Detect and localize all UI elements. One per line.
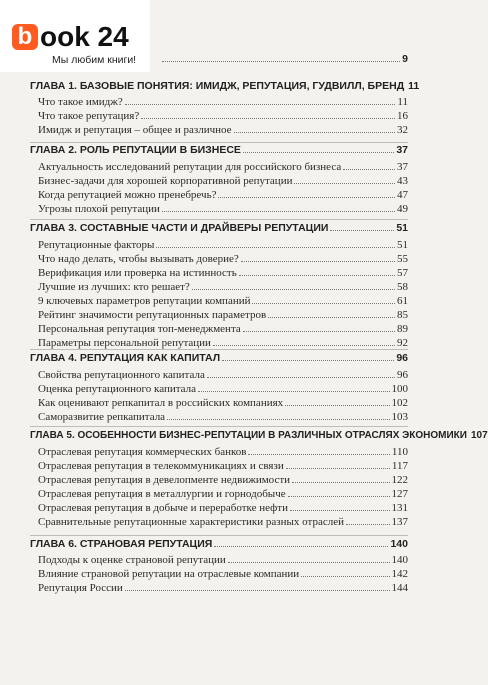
chapter-page: 96 — [396, 352, 408, 364]
item-page: 61 — [397, 295, 408, 307]
leader-dots — [330, 229, 394, 231]
item-page: 100 — [391, 383, 408, 395]
chapter-divider — [30, 426, 408, 427]
leader-dots — [156, 246, 395, 248]
leader-dots — [241, 260, 395, 262]
leader-dots — [125, 103, 396, 105]
toc-intro-row — [160, 52, 408, 65]
item-title: Что такое репутация? — [38, 110, 140, 122]
toc-intro-page: 9 — [402, 53, 408, 65]
toc-item-row — [38, 308, 408, 321]
leader-dots — [141, 117, 395, 119]
leader-dots — [252, 302, 395, 304]
item-page: 89 — [397, 323, 408, 335]
leader-dots — [162, 210, 395, 212]
item-title: Имидж и репутация – общее и различное — [38, 124, 232, 136]
leader-dots — [228, 561, 390, 563]
leader-dots — [343, 168, 395, 170]
leader-dots — [286, 467, 390, 469]
item-title: Отраслевая репутация в металлургии и горнодобыче — [38, 488, 286, 500]
toc-item-row — [38, 473, 408, 486]
item-title: Саморазвитие репкапитала — [38, 411, 166, 423]
chapter-title: ГЛАВА 3. СОСТАВНЫЕ ЧАСТИ И ДРАЙВЕРЫ РЕПУТАЦИИ — [30, 222, 329, 234]
item-page: 37 — [397, 161, 408, 173]
leader-dots — [288, 495, 390, 497]
logo-tagline: Мы любим книги! — [52, 54, 137, 66]
item-page: 131 — [391, 502, 408, 514]
leader-dots — [243, 330, 395, 332]
toc-item-row — [38, 266, 408, 279]
book24-logo — [0, 0, 150, 72]
item-title: Что надо делать, чтобы вызывать доверие? — [38, 253, 239, 265]
toc-item-row — [38, 238, 408, 251]
item-page: 122 — [391, 474, 408, 486]
item-page: 16 — [397, 110, 408, 122]
leader-dots — [292, 481, 389, 483]
chapter-page: 51 — [396, 222, 408, 234]
leader-dots — [218, 196, 395, 198]
item-title: Бизнес-задачи для хорошей корпоративной репутации — [38, 175, 293, 187]
chapter-divider — [30, 349, 408, 350]
item-title: Репутация России — [38, 582, 123, 594]
leader-dots — [198, 390, 389, 392]
chapter-title: ГЛАВА 1. БАЗОВЫЕ ПОНЯТИЯ: ИМИДЖ, РЕПУТАЦИЯ, ГУДВИЛЛ, БРЕНД — [30, 80, 405, 92]
item-page: 11 — [397, 96, 408, 108]
toc-item-row — [38, 336, 408, 349]
toc-item-row — [38, 160, 408, 173]
toc-item-row — [38, 459, 408, 472]
toc-item-row — [38, 280, 408, 293]
item-page: 103 — [391, 411, 408, 423]
item-title: Отраслевая репутация в добыче и переработке нефти — [38, 502, 288, 514]
chapter-page: 37 — [396, 144, 408, 156]
chapter-title: ГЛАВА 6. СТРАНОВАЯ РЕПУТАЦИЯ — [30, 538, 213, 550]
toc-item-row — [38, 294, 408, 307]
item-title: Сравнительные репутационные характеристики разных отраслей — [38, 516, 344, 528]
toc-chapter-row — [30, 351, 408, 364]
item-title: Лучшие из лучших: кто решает? — [38, 281, 190, 293]
toc-item-row — [38, 123, 408, 136]
toc-item-row — [38, 322, 408, 335]
leader-dots — [192, 288, 395, 290]
item-title: Отраслевая репутация в телекоммуникациях и связи — [38, 460, 284, 472]
chapter-divider — [30, 535, 408, 536]
item-title: Оценка репутационного капитала — [38, 383, 197, 395]
item-page: 47 — [397, 189, 408, 201]
leader-dots — [290, 509, 390, 511]
toc-item-row — [38, 368, 408, 381]
toc-item-row — [38, 410, 408, 423]
leader-dots — [243, 151, 394, 153]
leader-dots — [301, 575, 389, 577]
item-title: Верификация или проверка на истинность — [38, 267, 237, 279]
toc-chapter-row — [30, 537, 408, 550]
leader-dots — [294, 182, 395, 184]
item-title: Угрозы плохой репутации — [38, 203, 160, 215]
toc-item-row — [38, 396, 408, 409]
leader-dots — [207, 376, 395, 378]
leader-dots — [214, 545, 388, 547]
toc-item-row — [38, 515, 408, 528]
leader-dots — [162, 60, 400, 62]
item-title: Отраслевая репутация в девелопменте недвижимости — [38, 474, 291, 486]
leader-dots — [125, 589, 390, 591]
toc-chapter-row — [30, 221, 408, 234]
item-page: 43 — [397, 175, 408, 187]
leader-dots — [213, 344, 395, 346]
toc-item-row — [38, 252, 408, 265]
item-title: Репутационные факторы — [38, 239, 155, 251]
item-title: Актуальность исследований репутации для российского бизнеса — [38, 161, 342, 173]
item-page: 110 — [391, 446, 408, 458]
chapter-title: ГЛАВА 2. РОЛЬ РЕПУТАЦИИ В БИЗНЕСЕ — [30, 144, 241, 156]
item-title: Рейтинг значимости репутационных параметров — [38, 309, 267, 321]
chapter-title: ГЛАВА 4. РЕПУТАЦИЯ КАК КАПИТАЛ — [30, 352, 221, 364]
item-page: 92 — [397, 337, 408, 349]
toc-item-row — [38, 445, 408, 458]
leader-dots — [167, 418, 389, 420]
toc-item-row — [38, 202, 408, 215]
chapter-page: 107 — [470, 430, 488, 441]
toc-item-row — [38, 174, 408, 187]
leader-dots — [234, 131, 395, 133]
item-title: Персональная репутация топ-менеджмента — [38, 323, 241, 335]
item-page: 55 — [397, 253, 408, 265]
toc-item-row — [38, 188, 408, 201]
item-page: 57 — [397, 267, 408, 279]
item-page: 85 — [397, 309, 408, 321]
item-title: Параметры персональной репутации — [38, 337, 211, 349]
chapter-page: 11 — [408, 80, 420, 92]
item-title: Отраслевая репутация коммерческих банков — [38, 446, 247, 458]
leader-dots — [285, 404, 389, 406]
leader-dots — [248, 453, 389, 455]
item-title: Что такое имидж? — [38, 96, 123, 108]
item-title: Подходы к оценке страновой репутации — [38, 554, 226, 566]
item-title: Когда репутацией можно пренебречь? — [38, 189, 217, 201]
item-page: 102 — [391, 397, 408, 409]
toc-item-row — [38, 581, 408, 594]
leader-dots — [268, 316, 395, 318]
toc-chapter-row — [30, 79, 420, 92]
toc-chapter-row — [30, 143, 408, 156]
leader-dots — [239, 274, 395, 276]
item-page: 144 — [391, 582, 408, 594]
item-page: 137 — [391, 516, 408, 528]
chapter-title: ГЛАВА 5. ОСОБЕННОСТИ БИЗНЕС-РЕПУТАЦИИ В РАЗЛИЧНЫХ ОТРАСЛЯХ ЭКОНОМИКИ — [30, 430, 467, 441]
logo-b-mark: b — [12, 24, 38, 50]
item-title: Как оценивают репкапитал в российских компаниях — [38, 397, 284, 409]
item-title: Влияние страновой репутации на отраслевые компании — [38, 568, 300, 580]
chapter-page: 140 — [390, 538, 408, 550]
item-page: 58 — [397, 281, 408, 293]
item-page: 96 — [397, 369, 408, 381]
item-page: 51 — [397, 239, 408, 251]
toc-item-row — [38, 567, 408, 580]
toc-item-row — [38, 109, 408, 122]
chapter-divider — [30, 219, 408, 220]
item-page: 142 — [391, 568, 408, 580]
toc-chapter-row — [30, 428, 488, 441]
leader-dots — [346, 523, 390, 525]
item-title: Свойства репутационного капитала — [38, 369, 205, 381]
logo-wordmark: ook 24 — [40, 21, 129, 52]
item-page: 127 — [391, 488, 408, 500]
item-page: 117 — [391, 460, 408, 472]
item-page: 49 — [397, 203, 408, 215]
item-page: 140 — [391, 554, 408, 566]
toc-item-row — [38, 382, 408, 395]
item-page: 32 — [397, 124, 408, 136]
item-title: 9 ключевых параметров репутации компаний — [38, 295, 251, 307]
toc-item-row — [38, 95, 408, 108]
toc-item-row — [38, 501, 408, 514]
toc-item-row — [38, 487, 408, 500]
toc-item-row — [38, 553, 408, 566]
leader-dots — [222, 359, 394, 361]
